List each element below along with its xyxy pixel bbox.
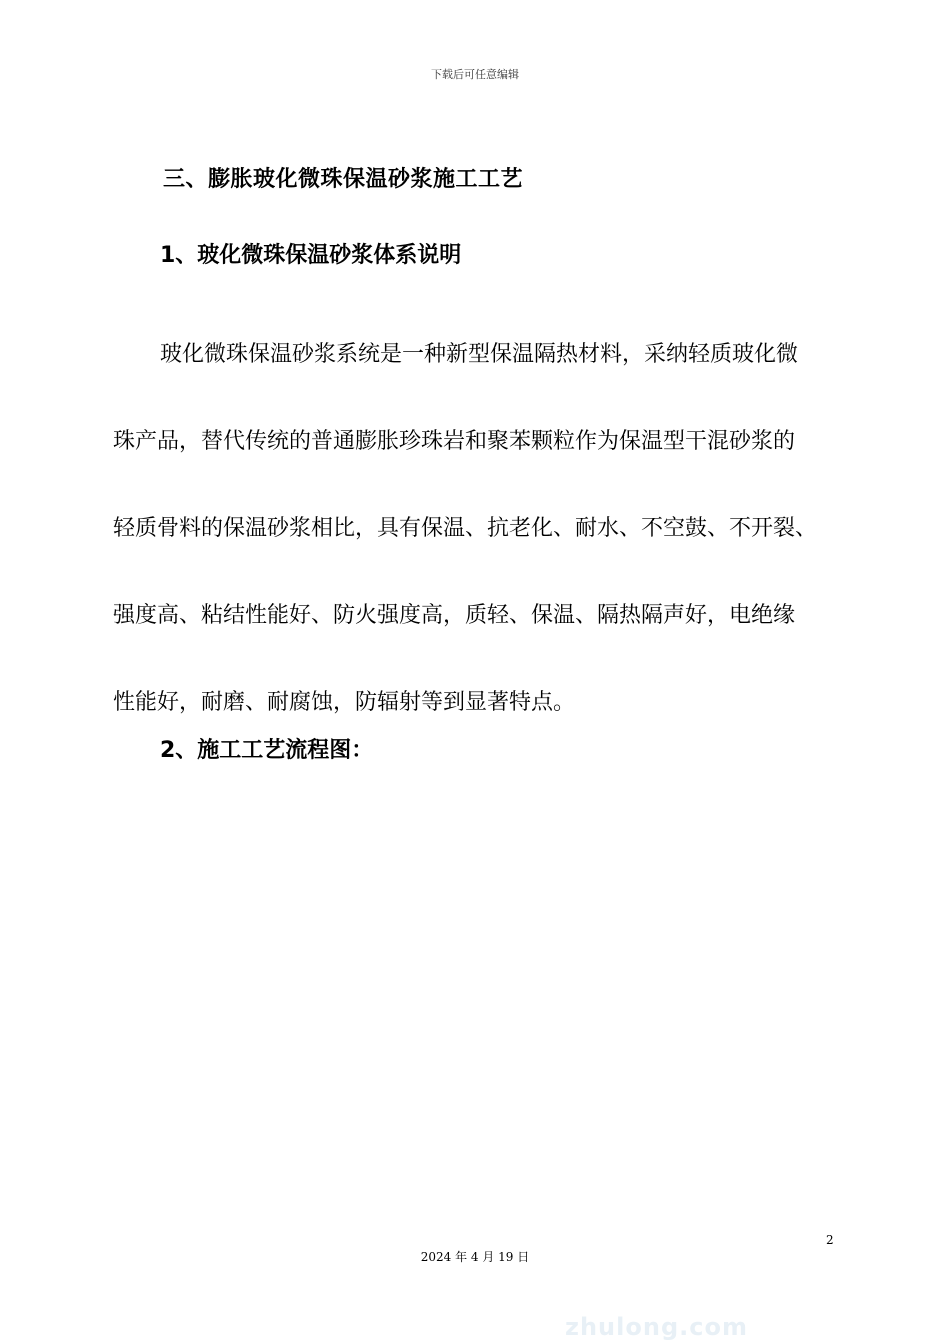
section-title: 三、膨胀玻化微珠保温砂浆施工工艺 — [163, 167, 524, 192]
page-number: 2 — [826, 1233, 834, 1247]
paragraph-line: 强度高、粘结性能好、防火强度高，质轻、保温、隔热隔声好，电绝缘 — [113, 603, 796, 628]
footer-date: 2024 年 4 月 19 日 — [420, 1250, 530, 1264]
subsection-title-1: 1、玻化微珠保温砂浆体系说明 — [160, 243, 462, 268]
paragraph-line: 性能好，耐磨、耐腐蚀，防辐射等到显著特点。 — [113, 690, 576, 715]
watermark: zhulong.com — [565, 1313, 748, 1341]
paragraph-line: 轻质骨料的保温砂浆相比，具有保温、抗老化、耐水、不空鼓、不开裂、 — [113, 516, 818, 541]
paragraph-line: 珠产品，替代传统的普通膨胀珍珠岩和聚苯颗粒作为保温型干混砂浆的 — [113, 429, 796, 454]
paragraph-line: 玻化微珠保温砂浆系统是一种新型保温隔热材料，采纳轻质玻化微 — [160, 342, 799, 367]
body-paragraph — [113, 311, 853, 746]
subsection-title-2: 2、施工工艺流程图： — [160, 738, 374, 763]
header-note: 下载后可任意编辑 — [431, 68, 519, 81]
